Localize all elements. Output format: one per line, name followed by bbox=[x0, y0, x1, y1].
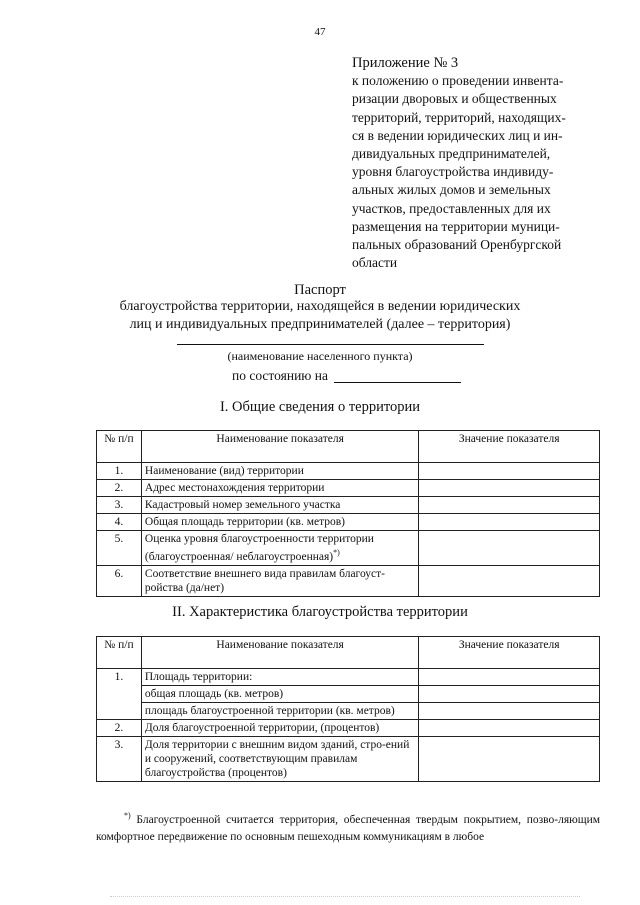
row-name: Общая площадь территории (кв. метров) bbox=[141, 514, 418, 531]
row-name: площадь благоустроенной территории (кв. метров) bbox=[141, 703, 418, 720]
row-name: общая площадь (кв. метров) bbox=[141, 686, 418, 703]
row-name: Доля благоустроенной территории, (процентов) bbox=[141, 720, 418, 737]
col-header-num: № п/п bbox=[97, 431, 142, 463]
appendix-line: ся в ведении юридических лиц и ин- bbox=[352, 127, 563, 143]
appendix-title: Приложение № 3 bbox=[352, 55, 459, 71]
appendix-line: дивидуальных предпринимателей, bbox=[352, 146, 551, 162]
row-value bbox=[419, 720, 600, 737]
row-name: Кадастровый номер земельного участка bbox=[141, 497, 418, 514]
table-row bbox=[97, 497, 600, 514]
appendix-line: участков, предоставленных для их bbox=[352, 200, 551, 216]
improvement-table bbox=[96, 636, 600, 782]
as-of-fill-line bbox=[334, 382, 461, 383]
general-info-table bbox=[96, 430, 600, 597]
row-value bbox=[419, 514, 600, 531]
table-row bbox=[97, 720, 600, 737]
row-name: Адрес местонахождения территории bbox=[141, 480, 418, 497]
section1-title: I. Общие сведения о территории bbox=[219, 399, 421, 415]
col-header-value: Значение показателя bbox=[419, 431, 600, 463]
row-name: Наименование (вид) территории bbox=[141, 463, 418, 480]
row-num: 1. bbox=[97, 463, 142, 480]
scan-artifact-line bbox=[110, 896, 580, 901]
row-value bbox=[419, 531, 600, 566]
table-row bbox=[97, 737, 600, 782]
row-value bbox=[419, 463, 600, 480]
row-value bbox=[419, 686, 600, 703]
row-value bbox=[419, 737, 600, 782]
appendix-line: пальных образований Оренбургской bbox=[352, 237, 562, 253]
appendix-line: территорий, территорий, находящих- bbox=[352, 109, 566, 125]
row-value bbox=[419, 703, 600, 720]
section2-title: II. Характеристика благоустройства территории bbox=[172, 604, 468, 620]
table-header-row bbox=[97, 637, 600, 669]
appendix-line: области bbox=[352, 255, 398, 271]
appendix-block bbox=[352, 54, 612, 272]
row-name bbox=[141, 531, 418, 566]
footnote-marker: *) bbox=[333, 548, 340, 557]
table-header-row bbox=[97, 431, 600, 463]
row-num: 4. bbox=[97, 514, 142, 531]
passport-title: Паспорт bbox=[294, 282, 346, 298]
row-value bbox=[419, 669, 600, 686]
table-row bbox=[97, 463, 600, 480]
table-row bbox=[97, 669, 600, 686]
appendix-line: к положению о проведении инвента- bbox=[352, 73, 564, 89]
col-header-name: Наименование показателя bbox=[141, 431, 418, 463]
row-num: 2. bbox=[97, 480, 142, 497]
footnote bbox=[96, 807, 600, 846]
row-num: 2. bbox=[97, 720, 142, 737]
row-num: 3. bbox=[97, 737, 142, 782]
appendix-line: размещения на территории муници- bbox=[352, 218, 560, 234]
row-num: 5. bbox=[97, 531, 142, 566]
table-row bbox=[97, 703, 600, 720]
footnote-text: Благоустроенной считается территория, обеспеченная твердым покрытием, позво-ляющим комфортное передвижение по основным пешеходным коммуникациям в любое bbox=[96, 813, 601, 843]
col-header-value: Значение показателя bbox=[419, 637, 600, 669]
row-name: Площадь территории: bbox=[141, 669, 418, 686]
row-name: Доля территории с внешним видом зданий, стро-ений и сооружений, соответствующим правилам благоустройства (процентов) bbox=[141, 737, 418, 782]
row-num: 6. bbox=[97, 565, 142, 596]
row-value bbox=[419, 565, 600, 596]
row-name-text: Оценка уровня благоустроенности территории (благоустроенная/ неблагоустроенная) bbox=[144, 533, 374, 563]
place-caption: (наименование населенного пункта) bbox=[227, 349, 413, 363]
row-num: 3. bbox=[97, 497, 142, 514]
table-row bbox=[97, 686, 600, 703]
as-of-label: по состоянию на bbox=[232, 368, 328, 383]
table-row bbox=[97, 531, 600, 566]
row-value bbox=[419, 497, 600, 514]
col-header-num: № п/п bbox=[97, 637, 142, 669]
table-row bbox=[97, 480, 600, 497]
footnote-marker: *) bbox=[124, 811, 131, 820]
appendix-line: уровня благоустройства индивиду- bbox=[352, 164, 554, 180]
table-row bbox=[97, 514, 600, 531]
passport-subtitle-line: благоустройства территории, находящейся в ведении юридических bbox=[119, 299, 521, 314]
row-value bbox=[419, 480, 600, 497]
place-fill-line bbox=[177, 344, 484, 345]
col-header-name: Наименование показателя bbox=[141, 637, 418, 669]
row-num: 1. bbox=[97, 669, 142, 720]
passport-subtitle-line: лиц и индивидуальных предпринимателей (далее – территория) bbox=[129, 317, 511, 332]
appendix-line: ризации дворовых и общественных bbox=[352, 91, 557, 107]
row-name: Соответствие внешнего вида правилам благоуст-ройства (да/нет) bbox=[141, 565, 418, 596]
appendix-line: альных жилых домов и земельных bbox=[352, 182, 551, 198]
table-row bbox=[97, 565, 600, 596]
page-number: 47 bbox=[314, 26, 326, 38]
